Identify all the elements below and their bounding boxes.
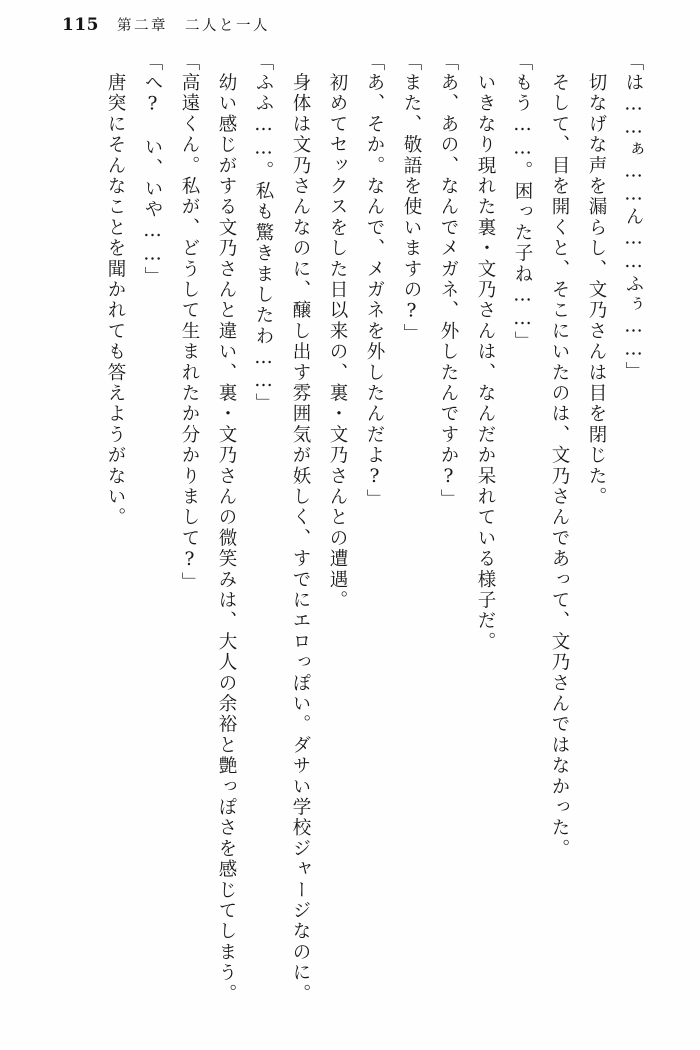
body-paragraph: 「また、敬語を使いますの?」 [401, 52, 422, 345]
body-paragraph: 「高遠くん。私が、どうして生まれたか分かりまして?」 [179, 52, 200, 593]
body-paragraph: 「へ? い、いや……」 [142, 52, 163, 288]
body-paragraph: そして、目を開くと、そこにいたのは、文乃さんであって、文乃さんではなかった。 [549, 52, 570, 860]
body-paragraph: 初めてセックスをした日以来の、裏・文乃さんとの遭遇。 [327, 52, 348, 611]
body-paragraph: 「あ、そか。なんで、メガネを外したんだよ?」 [364, 52, 385, 510]
body-paragraph: 身体は文乃さんなのに、醸し出す雰囲気が妖しく、すでにエロっぽい。ダサい学校ジャージなのに。 [290, 52, 311, 1005]
body-paragraph: いきなり現れた裏・文乃さんは、なんだか呆れている様子だ。 [475, 52, 496, 653]
page-number: 115 [62, 15, 99, 35]
body-paragraph: 「あ、あの、なんでメガネ、外したんですか?」 [438, 52, 459, 510]
body-paragraph: 「は……ぁ……ん……ふぅ……」 [623, 52, 644, 383]
body-paragraph: 切なげな声を漏らし、文乃さんは目を閉じた。 [586, 52, 607, 508]
chapter-title: 第二章 二人と一人 [117, 18, 270, 34]
vertical-body-text [97, 52, 652, 1027]
body-area [56, 52, 652, 1032]
running-header [62, 14, 270, 35]
body-paragraph: 「もう……。困った子ね……」 [512, 52, 533, 352]
body-paragraph: 幼い感じがする文乃さんと違い、裏・文乃さんの微笑みは、大人の余裕と艶っぽさを感じてしまう。 [216, 52, 237, 1005]
body-paragraph: 唐突にそんなことを聞かれても答えようがない。 [105, 52, 126, 529]
body-paragraph: 「ふふ……。私も驚きましたわ……」 [253, 52, 274, 414]
